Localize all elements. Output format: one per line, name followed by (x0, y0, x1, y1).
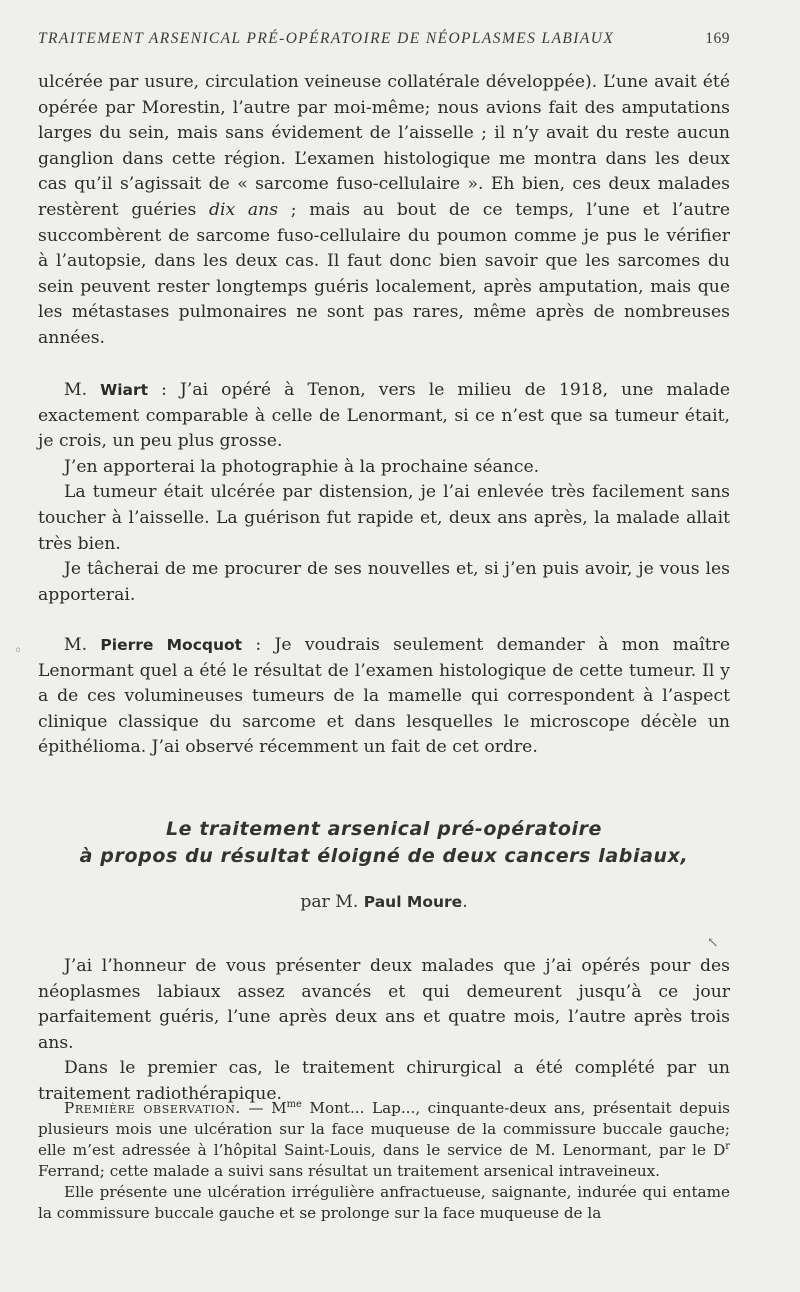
margin-mark: ↖ (707, 935, 719, 951)
speaker-prefix: M. (64, 380, 101, 400)
paragraph: J’en apporterai la photographie à la prochaine séance. (64, 456, 540, 477)
paragraph (38, 70, 730, 352)
author-name: Paul Moure (363, 893, 463, 911)
byline-suffix: . (462, 892, 468, 912)
paragraph-text: ; mais au bout de ce temps, l’une et l’autre succombèrent de sarcome fuso-cellulaire du poumon comme je pus le vérifier à l’autopsie, dans les deux cas. Il faut donc bien savoir que les sarcomes du sein peuvent rester longtemps guéris localement, après amputation, mais que les métastases pulmonaires ne sont pas rares, même après de nombreuses années. (38, 199, 730, 348)
paragraph-text: Ferrand; cette malade a suivi sans résultat un traitement arsenical intraveineux. (38, 1162, 661, 1180)
observation-label: Première observation. (64, 1099, 241, 1117)
paragraph: Je tâcherai de me procurer de ses nouvelles et, si j’en puis avoir, je vous les apporterai. (38, 559, 730, 605)
italic-text: dix ans (209, 199, 279, 220)
paragraph: Dans le premier cas, le traitement chirurgical a été complété par un traitement radiothérapique. (38, 1058, 730, 1104)
byline (38, 892, 730, 912)
speaker-prefix: M. (64, 635, 101, 655)
paragraph-text: ulcérée par usure, circulation veineuse collatérale développée). L’une avait été opérée par Morestin, l’autre par moi-même; nous avions fait des amputations larges du sein, mais sans évidement de l’aisselle ; il n’y avait du reste aucun ganglion dans cette région. L’examen histologique me montra dans les deux cas qu’il s’agissait de « sarcome fuso-cellulaire ». Eh bien, ces deux malades restèrent guéries (38, 72, 730, 220)
paragraph-text: : Je voudrais seulement demander à mon maître Lenormant quel a été le résultat de l’examen histologique de cette tumeur. Il y a de ces volumineuses tumeurs de la mamelle qui correspondent à l’aspect clinique classique du sarcome et dans lesquelles le microscope décèle un épithélioma. J’ai observé récemment un fait de cet ordre. (38, 635, 731, 758)
observation (38, 1098, 730, 1224)
paragraph-continuation (38, 70, 730, 352)
abbrev: M (271, 1099, 287, 1117)
paragraph-text: : J’ai opéré à Tenon, vers le milieu de 1918, une malade exactement comparable à celle de Lenormant, si ce n’est que sa tumeur était, je crois, un peu plus grosse. (38, 380, 730, 452)
title-line-2: à propos du résultat éloigné de deux cancers labiaux, (79, 845, 689, 867)
paragraph: J’ai l’honneur de vous présenter deux malades que j’ai opérés pour des néoplasmes labiaux assez avancés et qui demeurent jusqu’à ce jour parfaitement guéris, l’une après deux ans et quatre mois, l’autre après trois ans. (38, 956, 730, 1053)
superscript: me (286, 1098, 302, 1110)
wiart-remarks (38, 378, 730, 608)
page-number: 169 (705, 30, 730, 47)
paragraph (38, 1098, 730, 1182)
dash: — (240, 1099, 272, 1117)
paragraph: La tumeur était ulcérée par distension, je l’ai enlevée très facilement sans toucher à l’aisselle. La guérison fut rapide et, deux ans après, la malade allait très bien. (38, 482, 730, 554)
paragraph (38, 633, 730, 761)
paragraph: Elle présente une ulcération irrégulière anfractueuse, saignante, indurée qui entame la commissure buccale gauche et se prolonge sur la face muqueuse de la (38, 1183, 730, 1222)
running-header (38, 30, 730, 48)
title-line-1: Le traitement arsenical pré-opératoire (165, 818, 603, 840)
superscript: r (725, 1140, 730, 1152)
running-title: TRAITEMENT ARSENICAL PRÉ-OPÉRATOIRE DE NÉOPLASMES LABIAUX (38, 30, 615, 47)
article-title (38, 816, 730, 870)
paragraph (38, 378, 730, 455)
article-body (38, 954, 730, 1108)
mocquot-remarks (38, 633, 730, 761)
speaker-name: Wiart (100, 381, 149, 399)
byline-prefix: par M. (300, 892, 364, 912)
margin-mark: ◦ (14, 643, 23, 659)
speaker-name: Pierre Mocquot (100, 636, 243, 654)
paragraph-text: Mont... Lap..., cinquante-deux ans, présentait depuis plusieurs mois une ulcération sur la face muqueuse de la commissure buccale gauche; elle m’est adressée à l’hôpital Saint-Louis, dans le service de M. Lenormant, par le D (38, 1099, 730, 1159)
